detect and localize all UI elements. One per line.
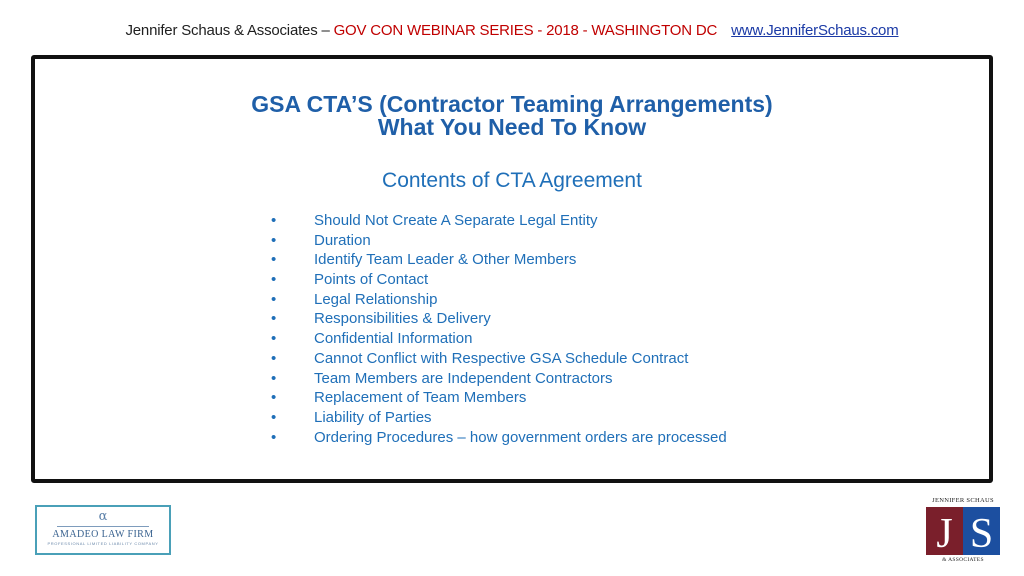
header-org: Jennifer Schaus & Associates – [125,22,334,39]
header-series: GOV CON WEBINAR SERIES - 2018 - WASHINGTON DC [333,22,718,39]
list-item-text: Confidential Information [314,330,473,348]
js-monogram-icon [926,507,1000,555]
bullet-icon: • [271,349,277,367]
bullet-icon: • [271,271,277,289]
list-item-text: Replacement of Team Members [314,389,527,407]
bullet-icon: • [271,428,277,446]
jennifer-schaus-logo [924,497,1002,567]
js-logo-top-text: JENNIFER SCHAUS [932,497,994,504]
list-item-text: Cannot Conflict with Respective GSA Schedule Contract [314,349,689,367]
bullet-icon: • [271,251,277,269]
slide-subtitle: Contents of CTA Agreement [382,169,642,192]
bullet-icon: • [271,330,277,348]
slide-title-line2: What You Need To Know [377,114,647,140]
list-item-text: Legal Relationship [314,290,438,308]
slide-frame [31,55,993,483]
list-item-text: Team Members are Independent Contractors [314,369,613,387]
amadeo-name: AMADEO LAW FIRM [52,529,154,540]
list-item-text: Points of Contact [314,271,429,289]
bullet-icon: • [271,389,277,407]
list-item-text: Liability of Parties [314,408,432,426]
list-item-text: Responsibilities & Delivery [314,310,491,328]
bullet-icon: • [271,290,277,308]
bullet-icon: • [271,212,277,229]
amadeo-law-firm-logo [35,505,171,555]
header-bar [0,22,1024,39]
list-item-text: Ordering Procedures – how government orders are processed [314,428,727,446]
alpha-icon: α [98,509,108,524]
bullet-icon: • [271,369,277,387]
list-item-text: Duration [314,231,371,249]
bullet-icon: • [271,408,277,426]
header-website-link[interactable]: www.JenniferSchaus.com [731,22,899,39]
list-item-text: Should Not Create A Separate Legal Entity [314,212,598,229]
js-letter-s: S [969,511,994,555]
slide-title [35,93,989,139]
bullet-icon: • [271,231,277,249]
js-letter-j: J [936,511,953,555]
js-logo-bottom-text: & ASSOCIATES [942,557,984,563]
slide-title-line1: GSA CTA’S (Contractor Teaming Arrangements) [251,91,773,117]
list-item-text: Identify Team Leader & Other Members [314,251,577,269]
bullet-icon: • [271,310,277,328]
logo-divider [57,526,149,527]
amadeo-tagline: PROFESSIONAL LIMITED LIABILITY COMPANY [47,541,159,546]
